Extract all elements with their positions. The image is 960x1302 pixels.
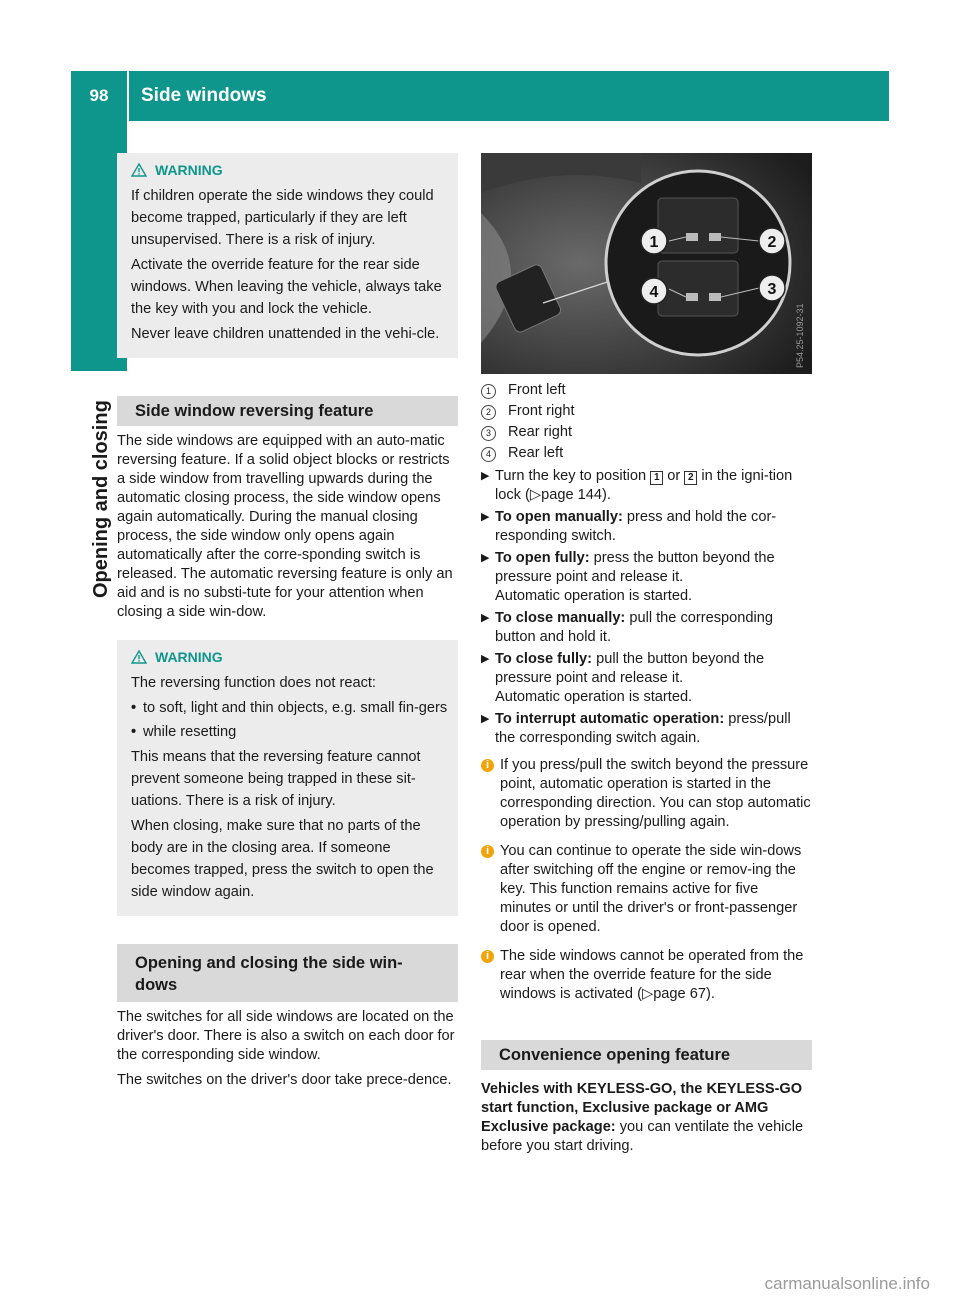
- step-arrow-icon: ▶: [481, 552, 490, 564]
- step-label: To close fully:: [495, 651, 593, 667]
- info-text: You can continue to operate the side win-dows after switching off the engine or remov-ing the key. This function remains active for five minutes or until the driver's or front-passenger door is opened.: [500, 843, 802, 935]
- warning-text: The reversing function does not react:: [131, 675, 376, 691]
- step-turn-key: [481, 467, 812, 505]
- section-title: Side windows: [141, 85, 267, 106]
- info-icon: i: [481, 759, 494, 772]
- bullet-item: [131, 721, 450, 743]
- info-note: [481, 842, 812, 937]
- side-label-text: Opening and closing: [90, 400, 112, 598]
- step-text: press and hold the cor-responding switch.: [495, 509, 777, 544]
- step-text-part: Turn the key to position: [495, 468, 647, 484]
- bullet-dot: •: [131, 724, 137, 740]
- info-note: [481, 947, 812, 1004]
- warning-triangle-icon: [131, 163, 147, 177]
- legend-number: 3: [481, 426, 496, 441]
- page-ref-arrow-icon: ▷: [529, 487, 542, 503]
- header-divider: [127, 71, 129, 121]
- legend-number: 4: [481, 447, 496, 462]
- step-open-fully: [481, 549, 812, 606]
- bullet-text: while resetting: [143, 724, 237, 740]
- step-label: To open fully:: [495, 550, 590, 566]
- step-result: Automatic operation is started.: [495, 588, 693, 604]
- page-number: 98: [89, 86, 109, 105]
- legend-list: [481, 380, 812, 464]
- info-icon: i: [481, 950, 494, 963]
- step-text: [495, 467, 812, 505]
- warning-label: WARNING: [155, 649, 223, 665]
- legend-item: [481, 401, 812, 422]
- step-arrow-icon: ▶: [481, 511, 490, 523]
- bullet-text: to soft, light and thin objects, e.g. small fin-gers: [143, 700, 448, 716]
- legend-text: Front left: [508, 382, 566, 398]
- legend-item: [481, 380, 812, 401]
- step-result: Automatic operation is started.: [495, 689, 693, 705]
- legend-text: Front right: [508, 403, 575, 419]
- heading-opening-closing: Opening and closing the side win-dows: [117, 944, 458, 1002]
- side-label: [86, 372, 116, 672]
- warning-text: Activate the override feature for the rear side windows. When leaving the vehicle, always take the key with you and lock the vehicle.: [131, 257, 442, 317]
- warning-text: When closing, make sure that no parts of the body are in the closing area. If someone becomes trapped, press the switch to open the side window again.: [131, 818, 434, 900]
- callout-4: 4: [649, 284, 659, 301]
- watermark: carmanualsonline.info: [764, 1274, 930, 1293]
- step-label: To open manually:: [495, 509, 623, 525]
- step-arrow-icon: ▶: [481, 653, 490, 665]
- convenience-text: you can ventilate the vehicle before you start driving.: [481, 1119, 804, 1154]
- step-open-manually: [481, 508, 812, 546]
- info-text: If you press/pull the switch beyond the pressure point, automatic operation is started in the corresponding direction. You can stop automatic operation by pressing/pulling again.: [500, 757, 811, 830]
- legend-item: [481, 422, 812, 443]
- reversing-body: The side windows are equipped with an auto-matic reversing feature. If a solid object blocks or restricts a side window from travelling upwards during the automatic closing process, the side window opens again automatically. During the manual closing process, the side window only opens again automatically after the corre-sponding switch is released. The automatic reversing feature is only an aid and is no substi-tute for your attention when closing a side win-dow.: [117, 433, 453, 620]
- step-arrow-icon: ▶: [481, 470, 490, 482]
- info-text-part: ).: [705, 986, 715, 1002]
- callout-3: 3: [767, 281, 777, 298]
- callout-1: 1: [649, 234, 659, 251]
- legend-text: Rear left: [508, 445, 564, 461]
- info-note: [481, 756, 812, 832]
- step-close-fully: [481, 650, 812, 707]
- page-header: [71, 71, 889, 121]
- warning-heading: [131, 646, 450, 668]
- convenience-label: Vehicles with KEYLESS-GO, the KEYLESS-GO start function, Exclusive package or AMG Exclusive package:: [481, 1081, 803, 1135]
- opening-body: The switches on the driver's door take prece-dence.: [117, 1072, 452, 1088]
- legend-number: 2: [481, 405, 496, 420]
- warning-box-children: [117, 153, 458, 358]
- legend-number: 1: [481, 384, 496, 399]
- step-label: To interrupt automatic operation:: [495, 711, 725, 727]
- info-text-part: The side windows cannot be operated from the rear when the override feature for the side windows is activated (: [500, 948, 804, 1002]
- key-position-1: 1: [650, 471, 663, 485]
- heading-reversing-feature: Side window reversing feature: [117, 396, 458, 426]
- step-text: pull the button beyond the pressure point and release it.: [495, 651, 765, 686]
- warning-text: Never leave children unattended in the vehi-cle.: [131, 326, 440, 342]
- convenience-body: [481, 1080, 812, 1156]
- step-text-part: ).: [601, 487, 611, 503]
- info-icon: i: [481, 845, 494, 858]
- heading-convenience-opening: Convenience opening feature: [481, 1040, 812, 1070]
- callout-2: 2: [767, 234, 777, 251]
- page-ref-arrow-icon: ▷: [641, 986, 654, 1002]
- legend-text: Rear right: [508, 424, 573, 440]
- step-interrupt: [481, 710, 812, 748]
- key-position-2: 2: [684, 471, 697, 485]
- bullet-item: [131, 697, 450, 719]
- step-text: press the button beyond the pressure point and release it.: [495, 550, 775, 585]
- left-column: [117, 153, 458, 1090]
- page-ref-link[interactable]: page 144: [541, 487, 602, 503]
- step-text-part: in the igni-tion lock (: [495, 468, 793, 503]
- warning-label: WARNING: [155, 162, 223, 178]
- bullet-dot: •: [131, 700, 137, 716]
- warning-text: This means that the reversing feature cannot prevent someone being trapped in these sit-uations. There is a risk of injury.: [131, 749, 421, 809]
- step-arrow-icon: ▶: [481, 713, 490, 725]
- warning-heading: [131, 159, 450, 181]
- step-text: pull the corresponding button and hold it.: [495, 610, 773, 645]
- info-text: [500, 947, 812, 1004]
- step-close-manually: [481, 609, 812, 647]
- step-text: press/pull the corresponding switch again.: [495, 711, 791, 746]
- warning-text: If children operate the side windows they could become trapped, particularly if they are left unsupervised. There is a risk of injury.: [131, 188, 434, 248]
- page-ref-link[interactable]: page 67: [653, 986, 706, 1002]
- step-arrow-icon: ▶: [481, 612, 490, 624]
- opening-body: The switches for all side windows are located on the driver's door. There is also a switch on each door for the corresponding side window.: [117, 1009, 455, 1063]
- door-switch-illustration: [481, 153, 812, 374]
- legend-item: [481, 443, 812, 464]
- warning-triangle-icon: [131, 650, 147, 664]
- step-label: To close manually:: [495, 610, 626, 626]
- warning-box-reversing: [117, 640, 458, 916]
- step-text-part: or: [667, 468, 681, 484]
- right-column: [481, 153, 812, 1156]
- door-switch-photo: [481, 153, 812, 374]
- figure-code: P54.25-1092-31: [795, 303, 805, 368]
